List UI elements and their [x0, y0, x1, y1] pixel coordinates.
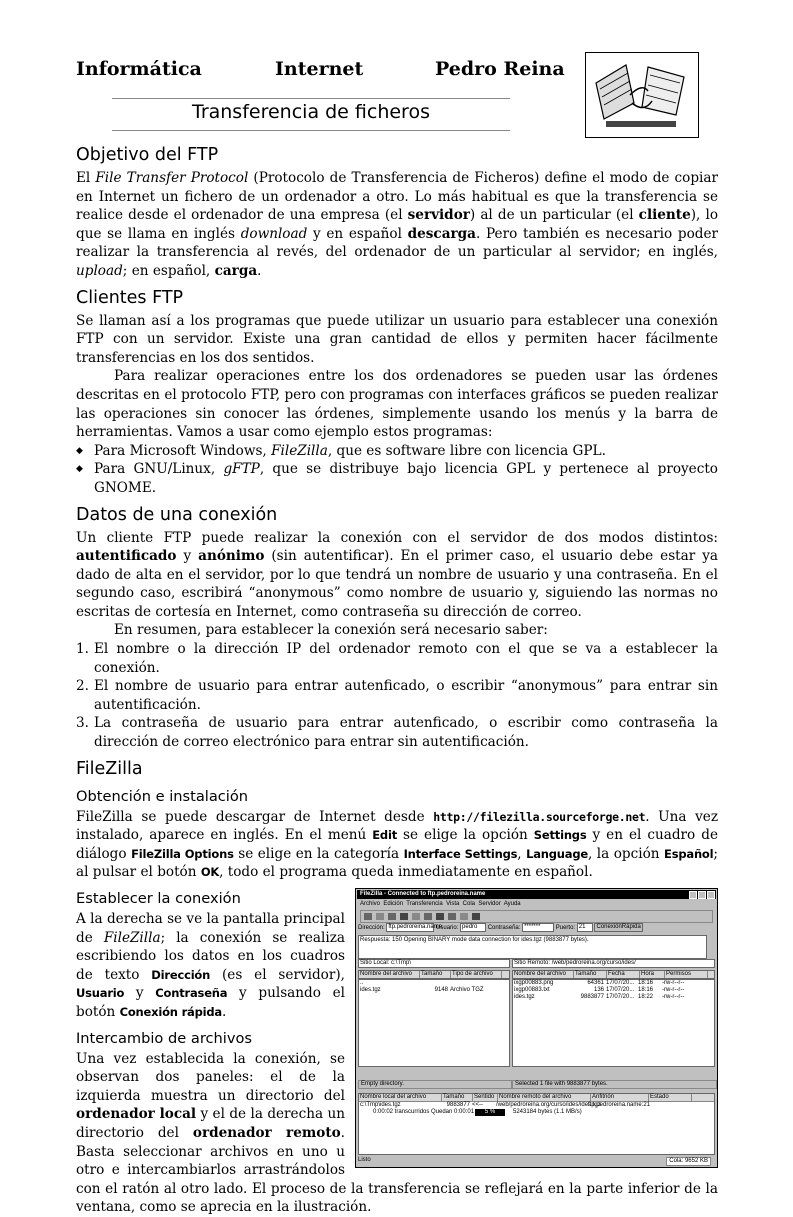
title-rule-bottom	[112, 130, 510, 131]
header-subject: Informática	[76, 58, 202, 80]
status-bar: Listo Cola: 9652 KB	[358, 1157, 715, 1165]
list-item: 1. El nombre o la dirección IP del ordenador remoto con el que se va a establecer la conexión.	[76, 641, 718, 676]
local-columns: Nombre del archivo Tamaño Tipo de archivo	[358, 970, 510, 979]
heading-filezilla: FileZilla	[76, 758, 143, 779]
paragraph: Para realizar operaciones entre los dos ordenadores se pueden usar las órdenes descritas en el protocolo FTP, pero con programas con interfaces gráficos se pueden realizar las operaciones sin conocer las órdenes, simplemente usando los menús y la barra de herramientas. Vamos a usar como ejemplo estos programas:	[76, 368, 718, 441]
heading-datos: Datos de una conexión	[76, 504, 278, 525]
list-item: ◆ Para GNU/Linux, gFTP, que se distribuye bajo licencia GPL y pertenece al proyecto GNOME.	[76, 460, 718, 497]
message-log: Respuesta: 150 Opening BINARY mode data connection for ides.tgz (9883877 bytes).	[358, 935, 707, 959]
table-row[interactable]: ides.tgz 9148 Archivo TGZ	[360, 987, 484, 993]
table-row[interactable]: ixgp00883.png 64361 17/07/20... 18:16 -rw-r--r--	[514, 980, 685, 986]
document-title: Transferencia de ficheros	[192, 101, 430, 123]
local-site-box[interactable]: Sitio Local: c:\Tmp\	[358, 959, 510, 968]
password-field[interactable]: *******	[522, 923, 554, 932]
paragraph: Una vez establecida la conexión, se observan dos paneles: el de la izquierda muestra un directorio del ordenador local y el de la derecha un directorio del ordenador remoto. Basta seleccionar archivos en uno u otro e intercambiarlos arrastrándolos con el ratón al otro lado. El proceso de la transferencia se reflejará en la parte inferior de la ventana, como se aprecia en la ilustración.	[76, 1050, 718, 1216]
list-item: 3. La contraseña de usuario para entrar autenficado, o escribir como contraseña la dirección de correo electrónico para entrar sin autentificación.	[76, 715, 718, 751]
filezilla-window	[355, 888, 718, 1168]
bullet-list	[76, 442, 718, 498]
paragraph: Se llaman así a los programas que puede utilizar un usuario para establecer una conexión FTP con un servidor. Existe una gran cantidad de ellos y permiten hacer fácilmente transferencias en los dos sentidos.	[76, 312, 718, 366]
main-content	[76, 138, 718, 1217]
remote-status: Selected 1 file with 9883877 bytes.	[512, 1080, 717, 1089]
local-status: Empty directory.	[358, 1080, 512, 1089]
toolbar-icons	[361, 911, 511, 922]
transfer-queue	[358, 1093, 715, 1155]
paragraph: FileZilla se puede descargar de Internet desde http://filezilla.sourceforge.net. Una vez instalado, aparece en inglés. En el menú Edit se elige la opción Settings y en el cuadro de diálogo FileZilla Options se elige en la categoría Interface Settings, Language, la opción Español; al pulsar el botón OK, todo el programa queda inmediatamente en español.	[76, 808, 718, 881]
port-field[interactable]: 21	[577, 923, 593, 932]
quickconnect-bar: Dirección: ftp.pedroreina.name Usuario: pedro Contraseña: ******* Puerto: 21 ConexiónRápida	[358, 924, 641, 932]
menu-bar	[360, 901, 521, 908]
queue-progress-row: 0:00:02 transcurridos Quedan 0:00:01 5 % 5243184 bytes (1.1 MB/s)	[373, 1109, 582, 1115]
subheading-conexion: Establecer la conexión	[76, 890, 241, 907]
menu-item[interactable]: Ayuda	[503, 901, 521, 907]
progress-bar: 5 %	[475, 1109, 505, 1116]
subheading-obtencion: Obtención e instalación	[76, 787, 249, 805]
quickconnect-button[interactable]: ConexiónRápida	[596, 924, 641, 930]
heading-clientes: Clientes FTP	[76, 287, 184, 308]
numbered-list	[76, 640, 718, 752]
menu-item[interactable]: Edición	[383, 901, 404, 907]
menu-item[interactable]: Vista	[446, 901, 460, 907]
logo-illustration	[585, 52, 699, 138]
menu-item[interactable]: Transferencia	[406, 901, 443, 907]
paragraph: En resumen, para establecer la conexión será necesario saber:	[114, 622, 548, 639]
address-field[interactable]: ftp.pedroreina.name	[388, 924, 443, 930]
subheading-intercambio: Intercambio de archivos	[76, 1029, 253, 1047]
remote-file-list	[512, 979, 715, 1067]
header-topic: Internet	[275, 58, 364, 80]
remote-pane	[512, 959, 715, 1079]
menu-item[interactable]: Servidor	[478, 901, 501, 907]
remote-columns: Nombre del archivo Tamaño Fecha Hora Permisos	[512, 970, 715, 979]
remote-site-box[interactable]: Sitio Remoto: /web/pedroreina.org/curso/ides/	[512, 959, 715, 968]
table-row[interactable]: ..	[360, 980, 364, 986]
minimize-icon[interactable]	[689, 891, 697, 899]
queue-columns: Nombre local del archivo Tamaño Sentido Nombre remoto del archivo Anfitrión Estado	[359, 1094, 714, 1102]
heading-objetivo: Objetivo del FTP	[76, 145, 219, 165]
paragraph: El File Transfer Protocol (Protocolo de Transferencia de Ficheros) define el modo de copiar en Internet un fichero de un ordenador a otro. Lo más habitual es que la transferencia se realice desde el ordenador de una empresa (el servidor) al de un particular (el cliente), lo que se llama en inglés download y en español descarga. Pero también es necesario poder realizar la transferencia al revés, del ordenador de un particular al servidor; en inglés, upload; en español, carga.	[76, 170, 719, 279]
list-item: ◆ Para Microsoft Windows, FileZilla, que es software libre con licencia GPL.	[76, 442, 718, 461]
menu-item[interactable]: Cola	[462, 901, 476, 907]
header-author: Pedro Reina	[435, 58, 565, 80]
title-rule-top	[112, 98, 510, 99]
close-icon[interactable]	[707, 891, 715, 899]
table-row[interactable]: ides.tgz 9883877 17/07/20... 18:22 -rw-r--r--	[514, 994, 685, 1000]
filezilla-screenshot	[355, 888, 718, 1169]
toolbar	[360, 910, 713, 923]
local-pane	[358, 959, 510, 1079]
table-row[interactable]: ixgp00883.txt 136 17/07/20... 18:16 -rw-r--r--	[514, 987, 685, 993]
list-item: 2. El nombre de usuario para entrar autenficado, o escribir “anonymous” para entrar sin autentificación.	[76, 678, 718, 713]
maximize-icon[interactable]	[698, 891, 706, 899]
paragraph: Un cliente FTP puede realizar la conexión con el servidor de dos modos distintos: autentificado y anónimo (sin autentificar). En el primer caso, el usuario debe estar ya dado de alta en el servidor, por lo que tendrá un nombre de usuario y una contraseña. En el segundo caso, escribirá “anonymous” como nombre de usuario y, siguiendo las normas no escritas de cortesía en Internet, como contraseña su dirección de correo.	[76, 529, 718, 620]
queue-row[interactable]: c:\Tmp\ides.tgz 9883877 <<-- /web/pedroreina.org/curso/ides/ides.tgz ftp.pedroreina.name:21	[360, 1102, 651, 1108]
paragraph: A la derecha se ve la pantalla principal de FileZilla; la conexión se realiza escribiendo los datos en los cuadros de texto Dirección (es el servidor), Usuario y Contraseña y pulsando el botón Conexión rápida.	[76, 911, 345, 1020]
window-title: FileZilla - Connected to ftp.pedroreina.name	[357, 890, 716, 899]
user-field[interactable]: pedro	[460, 923, 486, 932]
local-file-list	[358, 979, 510, 1067]
menu-item[interactable]: Archivo	[360, 901, 381, 907]
